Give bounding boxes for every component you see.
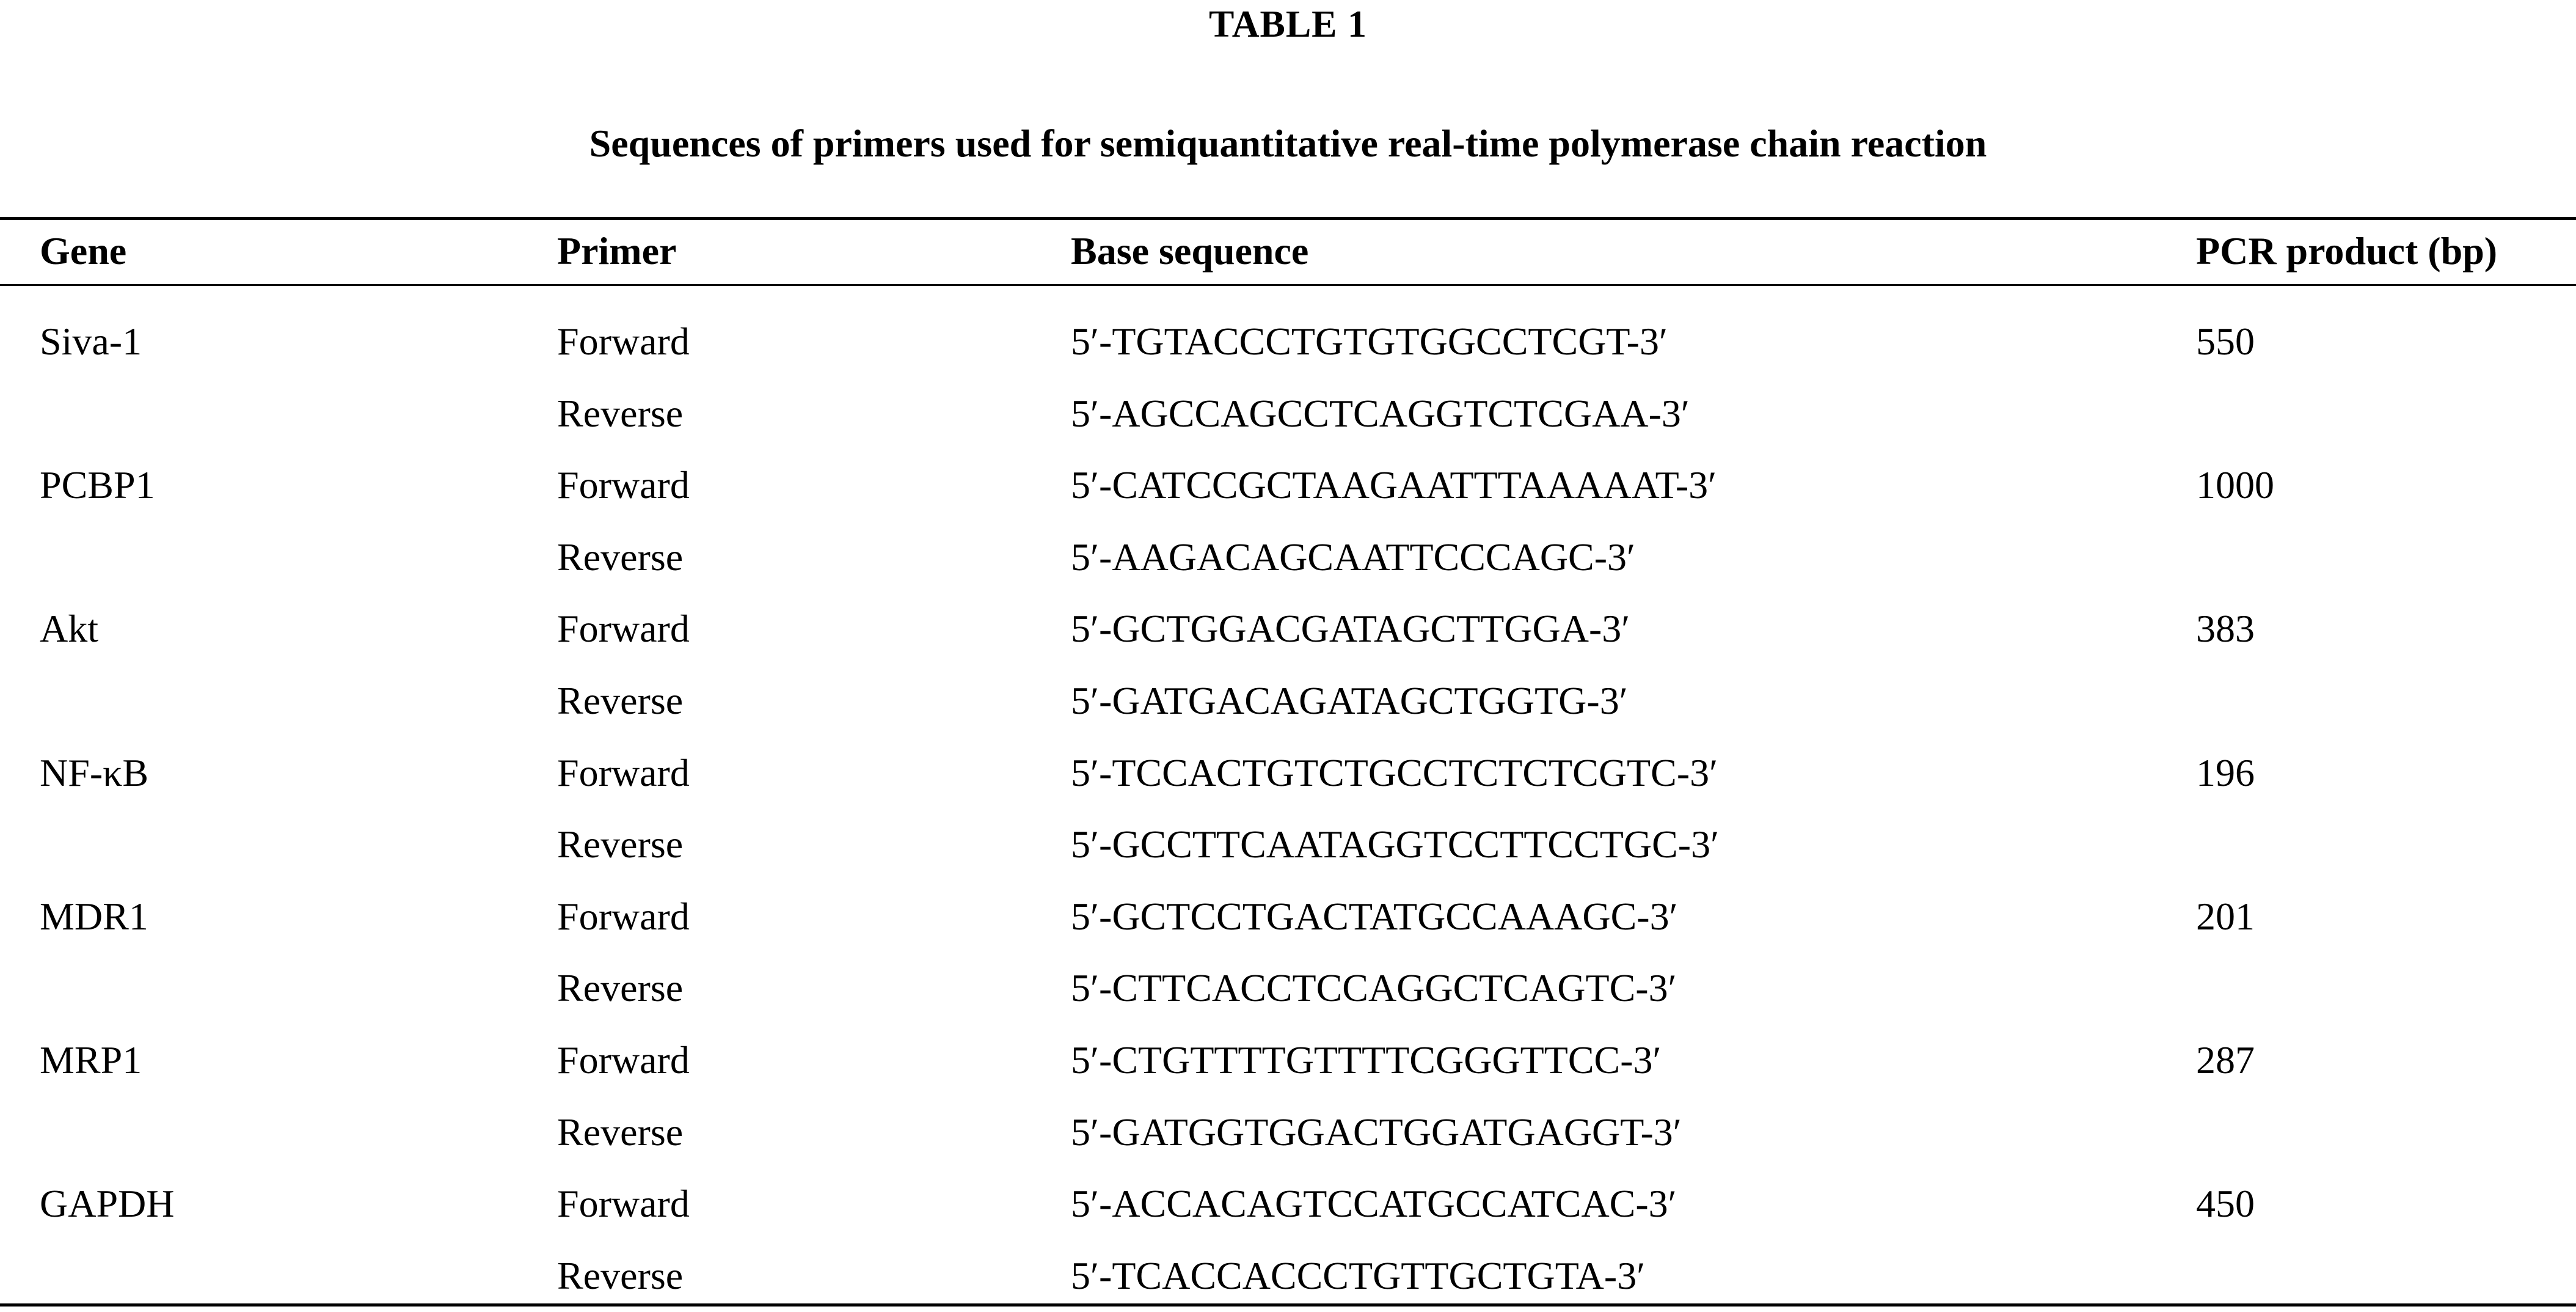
table-caption: Sequences of primers used for semiquantitative real-time polymerase chain reaction [589, 122, 1987, 165]
cell-gene: MRP1 [40, 1038, 142, 1082]
cell-product: 196 [2196, 751, 2255, 794]
cell-gene: Akt [40, 607, 98, 650]
cell-product: 201 [2196, 895, 2255, 938]
cell-primer: Reverse [557, 966, 684, 1010]
cell-sequence: 5′-AAGACAGCAATTCCCAGC-3′ [1071, 535, 1636, 579]
cell-sequence: 5′-GATGACAGATAGCTGGTG-3′ [1071, 679, 1628, 722]
cell-primer: Reverse [557, 1110, 684, 1154]
cell-sequence: 5′-CATCCGCTAAGAATTTAAAAAT-3′ [1071, 463, 1717, 507]
table-row [0, 1240, 2576, 1312]
table-row [0, 1096, 2576, 1168]
table-row [0, 665, 2576, 737]
cell-primer: Reverse [557, 535, 684, 579]
cell-sequence: 5′-TCCACTGTCTGCCTCTCTCGTC-3′ [1071, 751, 1718, 794]
table-row [0, 952, 2576, 1024]
table-label: TABLE 1 [1208, 4, 1368, 45]
cell-sequence: 5′-GCTCCTGACTATGCCAAAGC-3′ [1071, 895, 1678, 938]
cell-primer: Forward [557, 895, 690, 938]
cell-sequence: 5′-CTGTTTTGTTTTCGGGTTCC-3′ [1071, 1038, 1662, 1082]
cell-sequence: 5′-AGCCAGCCTCAGGTCTCGAA-3′ [1071, 392, 1690, 435]
cell-primer: Forward [557, 1038, 690, 1082]
cell-primer: Forward [557, 607, 690, 650]
cell-sequence: 5′-GCTGGACGATAGCTTGGA-3′ [1071, 607, 1630, 650]
cell-gene: MDR1 [40, 895, 148, 938]
table-row [0, 306, 2576, 378]
table-row [0, 593, 2576, 665]
cell-primer: Reverse [557, 392, 684, 435]
cell-sequence: 5′-ACCACAGTCCATGCCATCAC-3′ [1071, 1182, 1677, 1225]
cell-gene: Siva-1 [40, 320, 142, 363]
cell-sequence: 5′-TCACCACCCTGTTGCTGTA-3′ [1071, 1254, 1646, 1297]
bottom-rule [0, 1303, 2576, 1307]
cell-primer: Forward [557, 320, 690, 363]
cell-sequence: 5′-GCCTTCAATAGGTCCTTCCTGC-3′ [1071, 823, 1720, 866]
cell-primer: Forward [557, 751, 690, 794]
cell-product: 550 [2196, 320, 2255, 363]
cell-primer: Forward [557, 1182, 690, 1225]
table-row [0, 378, 2576, 450]
header-primer: Primer [557, 229, 677, 273]
cell-product: 450 [2196, 1182, 2255, 1225]
cell-primer: Reverse [557, 1254, 684, 1297]
header-gene: Gene [40, 229, 127, 273]
table-row [0, 1168, 2576, 1240]
cell-sequence: 5′-CTTCACCTCCAGGCTCAGTC-3′ [1071, 966, 1677, 1010]
cell-sequence: 5′-GATGGTGGACTGGATGAGGT-3′ [1071, 1110, 1682, 1154]
cell-sequence: 5′-TGTACCCTGTGTGGCCTCGT-3′ [1071, 320, 1668, 363]
header-sequence: Base sequence [1071, 229, 1309, 273]
cell-product: 287 [2196, 1038, 2255, 1082]
cell-product: 1000 [2196, 463, 2274, 507]
cell-gene: GAPDH [40, 1182, 175, 1225]
table-row [0, 808, 2576, 881]
cell-product: 383 [2196, 607, 2255, 650]
cell-primer: Reverse [557, 823, 684, 866]
cell-gene: NF-κB [40, 751, 149, 794]
cell-primer: Reverse [557, 679, 684, 722]
table-row [0, 521, 2576, 593]
header-product: PCR product (bp) [2196, 229, 2498, 273]
cell-gene: PCBP1 [40, 463, 155, 507]
table-row [0, 449, 2576, 521]
table-row [0, 881, 2576, 953]
table-row [0, 1024, 2576, 1096]
table-row [0, 737, 2576, 809]
cell-primer: Forward [557, 463, 690, 507]
